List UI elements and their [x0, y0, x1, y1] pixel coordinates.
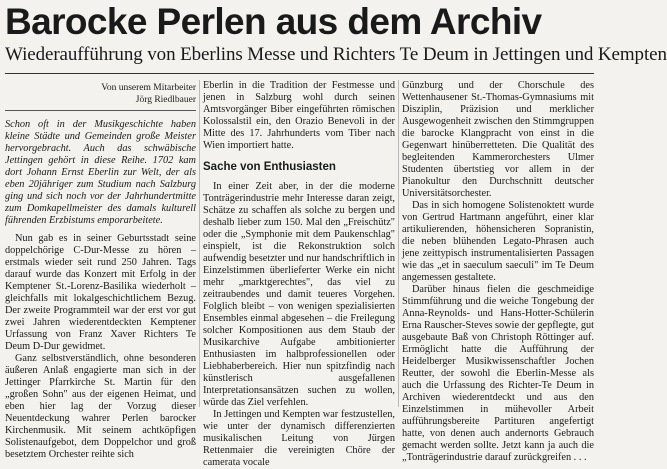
section-heading: Sache von Enthusiasten — [203, 161, 336, 173]
body-paragraph: Ganz selbstverständlich, ohne besonderen äußeren Anlaß engagierte man sich in der Jettinger Pfarrkirche St. Martin für den „großen Sohn" aus der eigenen Heimat, und eben hier lag der Vorzug dieser Neuentdeckung wahrer Perlen barocker Kirchenmusik. Mit seinem achtköpfigen Solistenaufgebot, dem Doppelchor und groß besetztem Orchester reihte sich — [5, 353, 196, 460]
byline-author: Jörg Riedlbauer — [135, 95, 196, 105]
byline-line-1: Von unserem Mitarbeiter — [101, 83, 196, 93]
article-subheadline: Wiederaufführung von Eberlins Messe und Richters Te Deum in Jettingen und Kempten — [5, 44, 667, 65]
body-paragraph: Darüber hinaus fielen die geschmeidige Stimmführung und die weiche Tongebung der Anna-Reynolds- und Hans-Hotter-Schülerin Erna Rauscher-Steves sowie der gepflegte, gut ausgebaute Baß von Christoph Röttinger auf. Ermöglicht hatte die Aufführung der Heidelberger Musikwissenschaftler Jochen Reutter, der sowohl die Eberlin-Messe als auch die Urfassung des Richter-Te Deum in Archiven wiederentdeckt und aus den Einzelstimmen in mühevoller Arbeit aufführungsbereite Partituren angefertigt hatte, von denen auch andernorts Gebrauch gemacht werden sollte. Jetzt kann ja auch die „Tonträgerindustrie darauf zurückgreifen . . . — [402, 284, 594, 463]
body-paragraph: In Jettingen und Kempten war festzustellen, wie unter der dynamisch differenzierten musikalischen Leitung von Jürgen Rettenmaier die vereinigten Chöre der camerata vocale — [203, 409, 395, 468]
body-paragraph: Eberlin in die Tradition der Festmesse und jenen in Salzburg wohl durch seinen Amtsvorgänger Biber eingeführten römischen Kolossalstil ein, den Orazio Benevoli in der Mitte des 17. Jahrhunderts vom Tiber nach Wien importiert hatte. — [203, 80, 395, 151]
body-paragraph: Günzburg und der Chorschule des Wettenhausener St.-Thomas-Gymnasiums mit Disziplin, Präzision und merklicher Ausgewogenheit zwischen den Stimmgruppen die barocke Klangpracht von einst in die Gegenwart hinüberretteten. Die Qualität des begleitenden Kammerorchesters Ulmer Studenten übertstieg vor allem in der Pianokultur den Durchschnitt deutscher Universitätsorchester. — [402, 80, 594, 199]
column-3 — [402, 80, 594, 463]
headline-rule — [5, 73, 594, 74]
column-divider — [199, 80, 200, 407]
body-paragraph: Das in sich homogene Solistenoktett wurde von Gertrud Hartmann angeführt, einer klar artikulierenden, höhensicheren Sopranistin, die neben blühenden Legato-Phrasen auch jene zeittypisch instrumentalisierten Passagen wie das „et in saeculum saeculi" im Te Deum angemessen gestaltete. — [402, 200, 594, 283]
column-1 — [5, 80, 196, 460]
body-paragraph: Nun gab es in seiner Geburtsstadt seine doppelchörige C-Dur-Messe zu hören – erstmals wieder seit rund 250 Jahren. Tags darauf wurde das Konzert mit Erfolg in der Kemptener St.-Lorenz-Basilika wiederholt – gleichfalls mit lokalgeschichtlichem Bezug. Der zweite Programmteil war der erst vor gut zwei Jahren wiederentdeckten Kemptener Urfassung von Franz Xaver Richters Te Deum D-Dur gewidmet. — [5, 233, 196, 352]
byline-rule — [5, 110, 196, 111]
article-headline: Barocke Perlen aus dem Archiv — [5, 1, 542, 42]
column-divider — [398, 80, 399, 407]
body-paragraph: In einer Zeit aber, in der die moderne Tonträgerindustrie mehr Interesse daran zeigt, Schätze zu schaffen als solche zu bergen und deshalb lieber zum 150. Mal den „Freischütz" oder die „Symphonie mit dem Paukenschlag" einspielt, ist die Rekonstruktion solch aufwendig besetzter und nur handschriftlich in Einzelstimmen überlieferter Werke ein nicht mehr „marktgerechtes", das viel zu zeitraubendes und damit teueres Vorgehen. Folglich bleibt – von wenigen spezialisierten Ensembles einmal abgesehen – die Freilegung solcher Kompositionen aus dem Staub der Musikarchive Aufgabe ambitionierter Enthusiasten im halbprofessionellen oder Liebhaberbereich. Hier nun spitzfindig nach künstlerisch ausgefallenen Interpretationsansätzen suchen zu wollen, würde das Ziel verfehlen. — [203, 181, 395, 408]
column-2 — [203, 80, 395, 468]
intro-paragraph: Schon oft in der Musikgeschichte haben kleine Städte und Gemeinden große Meister hervorgebracht. Auch das schwäbische Jettingen gehört in diese Reihe. 1702 kam dort Johann Ernst Eberlin zur Welt, der als eben 20jähriger zum Studium nach Salzburg ging und sich noch vor der Jahrhundertmitte zum Domkapellmeister des damals kulturell führenden Erzbistums emporarbeitete. — [5, 119, 196, 226]
byline — [5, 82, 196, 106]
